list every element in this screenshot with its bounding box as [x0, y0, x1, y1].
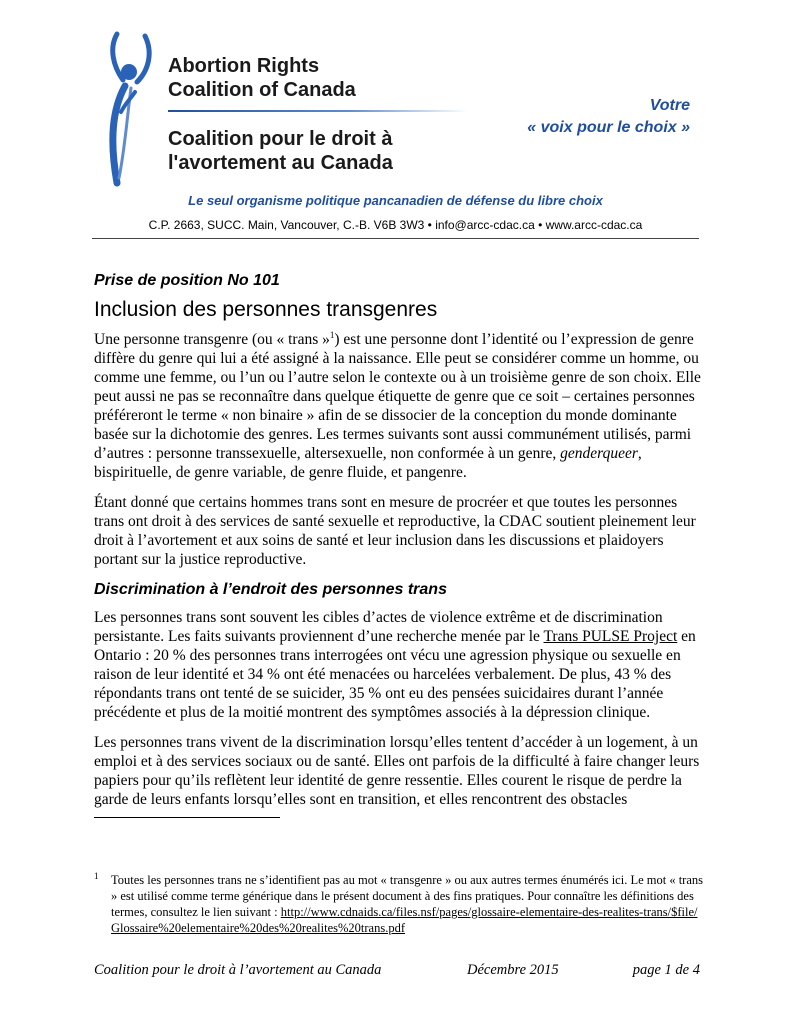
footnote-text-block	[111, 872, 704, 936]
org-name-fr-line1: Coalition pour le droit à	[168, 128, 393, 150]
para1-italic-term: genderqueer	[560, 445, 638, 462]
footer-org: Coalition pour le droit à l’avortement au Canada	[94, 962, 382, 978]
slogan	[470, 95, 690, 139]
position-label: Prise de position No 101	[94, 272, 280, 289]
para1-text-middle: ) est une personne dont l’identité ou l’expression de genre diffère du genre qui lui a été assigné à la naissance. Elle peut se considérer comme un homme, ou comme une femme, ou l’un ou l’autre selon le contexte ou à un troisième genre de son choix. Elle peut aussi ne pas se reconnaître dans quelque étiquette de genre que ce soit – certaines personnes préféreront le terme « non binaire » afin de se dissocier de la conception du monde dominante basée sur la dichotomie des genres. Les termes suivants sont aussi communément utilisés, parmi d’autres : personne transsexuelle, altersexuelle, non conformée à un genre,	[94, 331, 701, 462]
footnote-divider	[94, 817, 280, 818]
section-heading: Discrimination à l’endroit des personnes trans	[94, 581, 447, 598]
para3-text-start: Les personnes trans sont souvent les cibles d’actes de violence extrême et de discrimination persistante. Les faits suivants proviennent d’une recherche menée par le	[94, 609, 663, 645]
slogan-line2: « voix pour le choix »	[527, 119, 690, 136]
trans-pulse-project-link[interactable]: Trans PULSE Project	[543, 628, 678, 645]
tagline: Le seul organisme politique pancanadien de défense du libre choix	[188, 193, 603, 208]
paragraph-discrimination	[94, 608, 704, 722]
para3-text-end: en Ontario : 20 % des personnes trans interrogées ont vécu une agression physique ou sexuelle en raison de leur identité et 34 % ont été menacées ou harcelées verbalement. De plus, 43 % des répondants trans ont tenté de se suicider, 35 % ont eu des pensées suicidaires durant l’année précédente et plus de la moitié montrent des symptômes associés à la dépression clinique.	[94, 628, 696, 721]
org-name-en-line1: Abortion Rights	[168, 55, 320, 77]
footnote	[94, 872, 704, 936]
header-divider	[92, 238, 699, 239]
org-name-french	[168, 127, 393, 175]
paragraph-position: Étant donné que certains hommes trans sont en mesure de procréer et que toutes les personnes trans ont droit à des services de santé sexuelle et reproductive, la CDAC soutient pleinement leur droit à l’avortement et aux soins de santé et leur inclusion dans les discussions et plaidoyers portant sur la justice reproductive.	[94, 494, 696, 568]
page-number: page 1 de 4	[632, 962, 700, 978]
footnote-number: 1	[94, 871, 99, 881]
org-name-fr-line2: l'avortement au Canada	[168, 152, 393, 174]
org-name-english	[168, 54, 356, 102]
header-blue-divider	[168, 110, 468, 112]
document-title: Inclusion des personnes transgenres	[94, 298, 438, 321]
paragraph-definition	[94, 330, 704, 482]
footer-date: Décembre 2015	[467, 962, 559, 978]
paragraph-barriers: Les personnes trans vivent de la discrimination lorsqu’elles tentent d’accéder à un logement, à un emploi et à des services sociaux ou de santé. Elles ont parfois de la difficulté à faire changer leurs papiers pour qu’ils reflètent leur identité de genre ressentie. Elles courent le risque de perdre la garde de leurs enfants lorsqu’elles sont en transition, et elles rencontrent des obstacles	[94, 734, 700, 808]
slogan-line1: Votre	[649, 97, 690, 114]
glossary-link[interactable]: http://www.cdnaids.ca/files.nsf/pages/glossaire-elementaire-des-realites-trans/$file/Glossaire%20elementaire%20des%20realites%20trans.pdf	[111, 905, 698, 935]
para1-text-end: , bispirituelle, de genre variable, de genre fluide, et pangenre.	[94, 445, 642, 481]
org-name-en-line2: Coalition of Canada	[168, 79, 356, 101]
person-arms-raised-logo-icon	[95, 28, 165, 188]
footnote-ref[interactable]: 1	[329, 329, 335, 340]
contact-address: C.P. 2663, SUCC. Main, Vancouver, C.-B. V6B 3W3 • info@arcc-cdac.ca • www.arcc-cdac.ca	[148, 218, 643, 232]
footnote-text: Toutes les personnes trans ne s’identifient pas au mot « transgenre » ou aux autres termes énumérés ici. Le mot « trans » est utilisé comme terme générique dans le présent document à des fins pratiques. Pour connaître les définitions des termes, consultez le lien suivant :	[111, 873, 704, 919]
para1-text-start: Une personne transgenre (ou « trans »	[94, 331, 330, 348]
